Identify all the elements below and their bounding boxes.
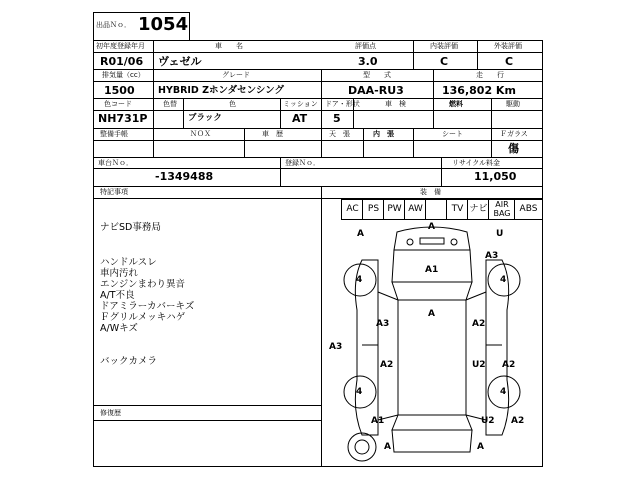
- damage-mark: A2: [511, 416, 525, 426]
- note-item: エンジンまわり異音: [100, 279, 186, 290]
- doors-label: ドア・形状: [325, 100, 360, 108]
- note-item: ハンドルスレ: [100, 257, 157, 268]
- grade-value: HYBRID Zホンダセンシング: [158, 85, 284, 96]
- car-damage-diagram: [322, 220, 542, 466]
- damage-mark: A: [477, 442, 484, 452]
- exterior-value: C: [505, 55, 514, 68]
- drive-label: 駆動: [506, 100, 520, 108]
- interior-value: C: [440, 55, 449, 68]
- mileage-label: 走 行: [476, 71, 504, 79]
- reg-no-label: 登録Ｎｏ．: [285, 159, 320, 167]
- mileage-value: 136,802 Km: [442, 84, 516, 97]
- recycle-label: リサイクル料金: [452, 159, 501, 167]
- equip-abs: ABS: [519, 204, 538, 214]
- grade-label: グレード: [222, 71, 250, 79]
- car-name-label: 車 名: [215, 42, 243, 50]
- damage-mark: A1: [371, 416, 385, 426]
- glass-label: Ｆガラス: [500, 130, 528, 138]
- color-code-value: NH731P: [98, 112, 148, 125]
- model-value: DAA-RU3: [348, 84, 404, 97]
- inspection-label: 車 検: [385, 100, 406, 108]
- model-label: 型 式: [363, 71, 391, 79]
- damage-mark: A1: [425, 265, 439, 275]
- note-item: ナビSD事務局: [100, 222, 161, 233]
- nox-label: ＮＯＸ: [190, 130, 211, 138]
- manual-label: 整備手帳: [100, 130, 128, 138]
- damage-mark: U2: [481, 416, 495, 426]
- transmission-value: AT: [292, 112, 308, 125]
- note-item: A/T不良: [100, 290, 135, 301]
- equip-aw: AW: [408, 204, 423, 214]
- damage-mark: A: [357, 229, 364, 239]
- note-item: 車内汚れ: [100, 268, 139, 279]
- score-label: 評価点: [355, 42, 376, 50]
- color-value: ブラック: [188, 113, 222, 123]
- chassis-label: 車台Ｎｏ．: [98, 159, 133, 167]
- equip-airbag: AIR BAG: [493, 200, 511, 218]
- damage-mark: A: [428, 222, 435, 232]
- repair-history-label: 修復歴: [100, 409, 121, 417]
- damage-mark: 4: [500, 387, 507, 397]
- sunroof-label: 天 張: [329, 130, 350, 138]
- doors-value: 5: [333, 112, 341, 125]
- score-value: 3.0: [358, 55, 378, 68]
- equip-pw: PW: [387, 204, 402, 214]
- color-label: 色: [229, 100, 236, 108]
- damage-mark: U2: [472, 360, 486, 370]
- history-label: 車 歴: [262, 130, 283, 138]
- first-reg-value: R01/06: [100, 55, 144, 68]
- damage-mark: A3: [376, 319, 390, 329]
- damage-mark: A: [384, 442, 391, 452]
- damage-mark: A2: [380, 360, 394, 370]
- displacement-label: 排気量（cc）: [102, 71, 145, 79]
- damage-mark: 4: [356, 275, 363, 285]
- seat-label: シート: [442, 130, 463, 138]
- color-change-label: 色替: [163, 100, 177, 108]
- headliner-label: 内 張: [373, 130, 394, 138]
- damage-mark: 4: [356, 387, 363, 397]
- glass-value: 傷: [508, 142, 519, 155]
- displacement-value: 1500: [104, 84, 135, 97]
- notes-label: 特記事項: [100, 188, 128, 196]
- lot-label: 出品Ｎｏ．: [96, 21, 131, 29]
- damage-mark: A3: [485, 251, 499, 261]
- damage-mark: A3: [329, 342, 343, 352]
- damage-mark: 4: [500, 275, 507, 285]
- interior-label: 内装評価: [430, 42, 458, 50]
- recycle-value: 11,050: [474, 170, 517, 183]
- note-item: ドアミラーカバーキズ: [100, 301, 195, 312]
- damage-mark: A: [428, 309, 435, 319]
- chassis-value: -1349488: [155, 170, 214, 183]
- equip-navi: ナビ: [469, 204, 488, 214]
- note-item: Ｆグリルメッキハゲ: [100, 312, 186, 323]
- exterior-label: 外装評価: [494, 42, 522, 50]
- note-item: バックカメラ: [100, 356, 158, 367]
- fuel-label: 燃料: [449, 100, 463, 108]
- lot-number: 1054: [138, 14, 189, 35]
- damage-mark: U: [496, 229, 504, 239]
- car-name-value: ヴェゼル: [158, 55, 202, 68]
- damage-mark: A2: [502, 360, 516, 370]
- equip-ac: AC: [346, 204, 359, 214]
- equip-tv: TV: [451, 204, 464, 214]
- transmission-label: ミッション: [283, 100, 318, 108]
- first-reg-label: 初年度登録年月: [96, 42, 145, 50]
- damage-mark: A2: [472, 319, 486, 329]
- note-item: A/Wキズ: [100, 323, 138, 334]
- equip-ps: PS: [367, 204, 380, 214]
- equipment-label: 装 備: [420, 188, 441, 196]
- color-code-label: 色コード: [104, 100, 132, 108]
